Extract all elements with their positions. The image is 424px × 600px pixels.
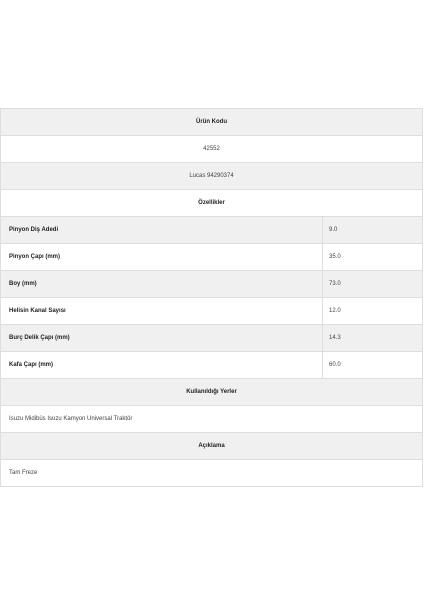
feature-value: 12.0 bbox=[323, 298, 423, 325]
description-header-row bbox=[1, 433, 423, 460]
feature-row bbox=[1, 271, 423, 298]
usage-header: Kullanıldığı Yerler bbox=[1, 379, 423, 406]
feature-row bbox=[1, 352, 423, 379]
feature-label: Boy (mm) bbox=[1, 271, 323, 298]
feature-value: 14.3 bbox=[323, 325, 423, 352]
product-code-header-row bbox=[1, 109, 423, 136]
product-code-value: 42552 bbox=[1, 136, 423, 163]
features-header: Özellikler bbox=[1, 190, 423, 217]
description-text: Tam Freze bbox=[1, 460, 423, 487]
feature-row bbox=[1, 244, 423, 271]
product-spec-table bbox=[0, 108, 423, 487]
description-header: Açıklama bbox=[1, 433, 423, 460]
product-reference-row bbox=[1, 163, 423, 190]
usage-text: Isuzu Midibüs Isuzu Kamyon Universal Traktör bbox=[1, 406, 423, 433]
product-reference-value: Lucas 94290374 bbox=[1, 163, 423, 190]
feature-label: Kafa Çapı (mm) bbox=[1, 352, 323, 379]
feature-label: Pinyon Çapı (mm) bbox=[1, 244, 323, 271]
feature-value: 60.0 bbox=[323, 352, 423, 379]
feature-value: 73.0 bbox=[323, 271, 423, 298]
feature-label: Helisin Kanal Sayısı bbox=[1, 298, 323, 325]
feature-row bbox=[1, 325, 423, 352]
feature-label: Burç Delik Çapı (mm) bbox=[1, 325, 323, 352]
product-code-header: Ürün Kodu bbox=[1, 109, 423, 136]
usage-header-row bbox=[1, 379, 423, 406]
product-code-row bbox=[1, 136, 423, 163]
feature-row bbox=[1, 217, 423, 244]
description-row bbox=[1, 460, 423, 487]
feature-row bbox=[1, 298, 423, 325]
features-header-row bbox=[1, 190, 423, 217]
usage-row bbox=[1, 406, 423, 433]
feature-label: Pinyon Diş Adedi bbox=[1, 217, 323, 244]
feature-value: 35.0 bbox=[323, 244, 423, 271]
feature-value: 9.0 bbox=[323, 217, 423, 244]
